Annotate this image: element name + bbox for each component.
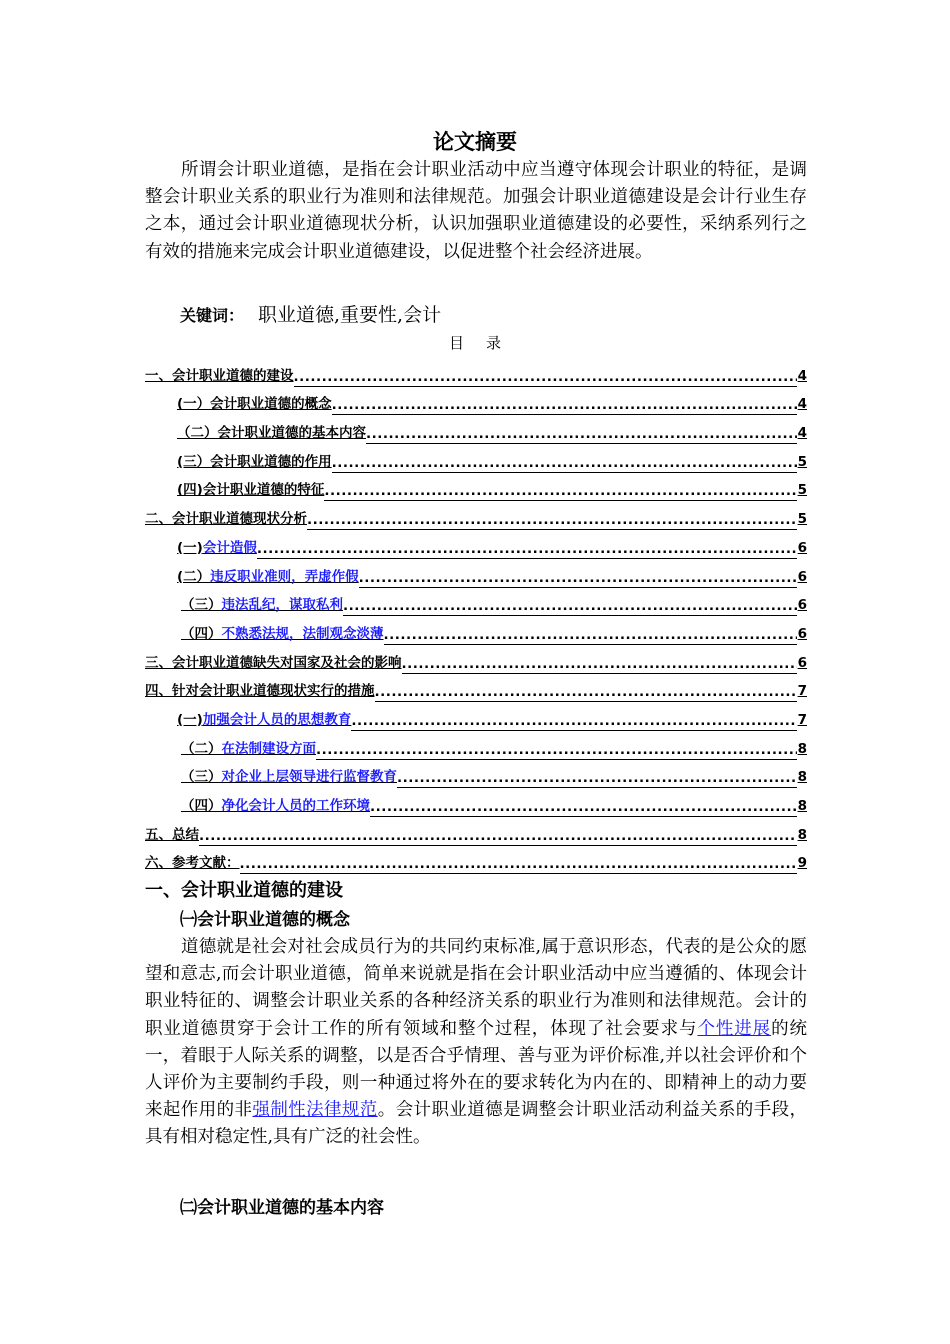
toc-entry-prefix: (一) <box>177 539 203 556</box>
toc-entry-prefix: （四） <box>181 798 222 814</box>
body-text: 。会计职业道德是调整会计职业活动利益关系的手段，具有相对稳定性,具有广泛的社会性。 <box>145 1100 808 1148</box>
toc-leader-dots <box>324 483 796 501</box>
toc-leader-dots <box>307 512 797 530</box>
toc-entry[interactable] <box>145 530 807 559</box>
toc-entry-link[interactable]: 违法乱纪，谋取私利 <box>221 597 343 614</box>
toc-entry[interactable] <box>145 501 807 530</box>
toc-leader-dots <box>240 856 797 874</box>
toc-entry[interactable] <box>145 702 807 731</box>
toc-entry-text: 一、会计职业道德的建设 <box>145 367 294 384</box>
section-heading: 一、会计职业道德的建设 <box>145 880 343 901</box>
toc-entry[interactable] <box>145 645 807 674</box>
body-paragraph <box>145 934 807 1152</box>
toc-page-number: 7 <box>797 711 807 728</box>
toc-entry-prefix: (一) <box>177 711 203 728</box>
toc-leader-dots <box>343 598 797 616</box>
toc-page-number: 5 <box>797 511 807 528</box>
toc-entry[interactable] <box>145 387 807 416</box>
inline-link[interactable]: 强制性法律规范 <box>252 1100 378 1121</box>
toc-entry-label[interactable] <box>181 737 316 760</box>
toc-entry-label[interactable] <box>145 651 402 674</box>
toc-entry-prefix: （三） <box>181 597 222 614</box>
abstract-title: 论文摘要 <box>433 129 517 154</box>
toc-entry-text: (一）会计职业道德的概念 <box>177 396 332 413</box>
toc-entry-link[interactable]: 在法制建设方面 <box>221 740 316 757</box>
toc-leader-dots <box>375 684 797 702</box>
toc-leader-dots <box>402 656 797 674</box>
abstract-text: 所谓会计职业道德，是指在会计职业活动中应当遵守体现会计职业的特征，是调整会计职业关系的职业行为准则和法律规范。加强会计职业道德建设是会计行业生存之本，通过会计职业道德现状分析，认识加强职业道德建设的必要性，采纳系列行之有效的措施来完成会计职业道德建设，以促进整个社会经济进展。 <box>145 160 807 262</box>
subsection-heading: ㈡会计职业道德的基本内容 <box>180 1198 384 1218</box>
toc-page-number: 6 <box>797 654 807 671</box>
toc-entry[interactable] <box>145 358 807 387</box>
toc-page-number: 7 <box>797 683 807 700</box>
toc-entry[interactable] <box>145 588 807 617</box>
toc-entry[interactable] <box>145 788 807 817</box>
keywords-value: 职业道德,重要性,会计 <box>258 304 442 326</box>
toc-entry-text: 四、针对会计职业道德现状实行的措施 <box>145 683 375 700</box>
toc-leader-dots <box>332 397 797 415</box>
toc-entry-text: (四)会计职业道德的特征 <box>177 482 325 499</box>
toc-entry-link[interactable]: 会计造假 <box>202 539 257 556</box>
toc-leader-dots <box>366 426 797 444</box>
toc-entry[interactable] <box>145 846 807 875</box>
toc-entry-link[interactable]: 加强会计人员的思想教育 <box>202 711 352 728</box>
toc-entry-text: (三）会计职业道德的作用 <box>177 453 332 470</box>
toc-entry-label[interactable] <box>145 679 375 702</box>
keywords-line <box>180 300 441 327</box>
toc-entry-label[interactable] <box>145 507 307 530</box>
toc-page-number: 4 <box>797 367 807 384</box>
toc-leader-dots <box>294 369 797 387</box>
toc-page-number: 9 <box>797 855 807 872</box>
toc-entry-label[interactable] <box>145 823 199 846</box>
toc-entry-prefix: （四） <box>181 625 222 642</box>
toc-page-number: 6 <box>797 568 807 585</box>
toc-entry-text: 三、会计职业道德缺失对国家及社会的影响 <box>145 654 402 671</box>
toc-page-number: 6 <box>797 539 807 556</box>
toc-entry[interactable] <box>145 817 807 846</box>
toc-entry-label[interactable] <box>145 851 240 874</box>
table-of-contents <box>145 358 807 874</box>
toc-entry-label[interactable] <box>177 450 332 473</box>
toc-leader-dots <box>384 627 797 645</box>
toc-entry-link[interactable]: 违反职业准则，弄虚作假 <box>210 568 359 585</box>
toc-leader-dots <box>332 455 797 473</box>
toc-entry-label[interactable] <box>177 392 332 415</box>
toc-entry[interactable] <box>145 731 807 760</box>
toc-entry[interactable] <box>145 760 807 789</box>
toc-entry-text: 五、总结 <box>145 826 199 843</box>
toc-entry-label[interactable] <box>177 478 324 501</box>
toc-leader-dots <box>257 541 797 559</box>
toc-entry-text: （二）会计职业道德的基本内容 <box>177 425 366 442</box>
toc-page-number: 5 <box>797 453 807 470</box>
toc-entry-label[interactable] <box>181 794 370 817</box>
toc-leader-dots <box>199 828 797 846</box>
toc-entry[interactable] <box>145 473 807 502</box>
toc-page-number: 6 <box>797 597 807 614</box>
toc-leader-dots <box>316 742 797 760</box>
toc-title: 目录 <box>448 334 523 352</box>
toc-leader-dots <box>351 713 796 731</box>
toc-entry-link[interactable]: 净化会计人员的工作环境 <box>221 798 370 814</box>
toc-entry-label[interactable] <box>177 565 359 588</box>
body-text: 道德就是社会对社会成员行为的共同约束标准,属于意识形态，代表的是公众的愿望和意志,而会计职业道德，简单来说就是指在会计职业活动中应当遵循的、体现会计职业特征的、调整会计职业关系的各种经济关系的职业行为准则和法律规范。会计的职业道德贯穿于会计工作的所有领域和整个过程，体现了社会要求与 <box>145 937 807 1039</box>
toc-entry-label[interactable] <box>177 421 366 444</box>
toc-entry[interactable] <box>145 674 807 703</box>
toc-entry-label[interactable] <box>181 593 343 616</box>
toc-page-number: 8 <box>797 826 807 843</box>
toc-entry-label[interactable] <box>177 708 351 731</box>
toc-entry[interactable] <box>145 559 807 588</box>
toc-entry-prefix: （三） <box>181 769 222 786</box>
toc-leader-dots <box>359 570 797 588</box>
keywords-label: 关键词： <box>180 306 245 325</box>
toc-page-number: 8 <box>797 740 807 757</box>
body-text: 的统一，着眼于人际关系的调整，以是否合乎情理、善与亚为评价标准,并以社会评价和个人评价为主要制约手段，则一种通过将外在的要求转化为内在的、即精神上的动力要来起作用的非 <box>145 1018 808 1121</box>
toc-page-number: 5 <box>797 482 807 499</box>
toc-leader-dots <box>397 770 797 788</box>
toc-entry-link[interactable]: 不熟悉法规，法制观念淡薄 <box>221 625 384 642</box>
toc-entry-label[interactable] <box>181 622 384 645</box>
toc-entry-text: 二、会计职业道德现状分析 <box>145 511 307 528</box>
toc-leader-dots <box>370 799 797 817</box>
toc-entry-prefix: (二） <box>177 568 211 585</box>
subsection-heading: ㈠会计职业道德的概念 <box>180 910 350 930</box>
toc-entry-label[interactable] <box>145 364 294 387</box>
toc-page-number: 8 <box>797 769 807 786</box>
toc-page-number: 4 <box>797 425 807 442</box>
toc-page-number: 6 <box>797 625 807 642</box>
inline-link[interactable]: 个性进展 <box>697 1018 772 1039</box>
toc-entry-link[interactable]: 对企业上层领导进行监督教育 <box>221 769 397 786</box>
toc-entry-prefix: （二） <box>181 740 222 757</box>
toc-entry-label[interactable] <box>181 765 397 788</box>
toc-entry-label[interactable] <box>177 536 257 559</box>
toc-entry[interactable] <box>145 415 807 444</box>
toc-page-number: 4 <box>797 396 807 413</box>
toc-page-number: 8 <box>797 798 807 814</box>
toc-entry-text: 六、参考文献： <box>145 855 240 872</box>
toc-entry[interactable] <box>145 444 807 473</box>
toc-entry[interactable] <box>145 616 807 645</box>
